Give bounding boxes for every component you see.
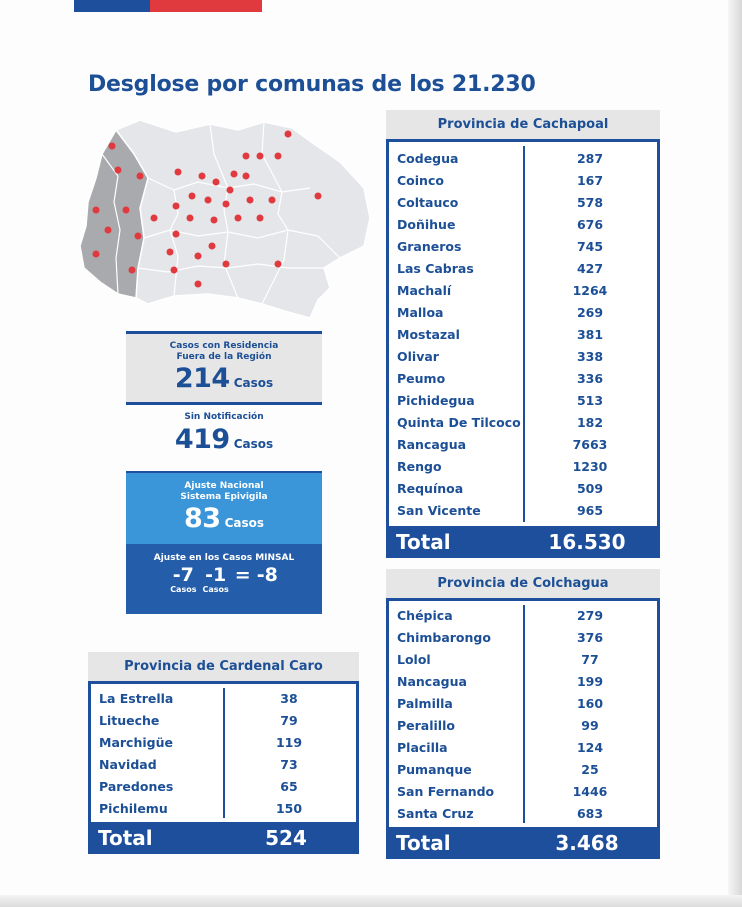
comuna-name: Mostazal: [397, 326, 460, 342]
residencia-panel: [126, 331, 322, 405]
comuna-name: La Estrella: [99, 690, 174, 706]
comuna-cases: 745: [576, 238, 604, 254]
comuna-cases: 199: [576, 673, 604, 689]
ajuste-minsal-panel: [126, 544, 322, 614]
comuna-name: Pumanque: [397, 761, 472, 777]
comuna-cases: 279: [576, 607, 604, 623]
comuna-cases: 578: [576, 194, 604, 210]
sin-notificacion-unit: Casos: [233, 437, 274, 451]
sin-notificacion-value: 419: [174, 424, 230, 455]
ajuste-minsal-equals: =: [234, 564, 251, 586]
comuna-name: Paredones: [99, 778, 174, 794]
comuna-name: Lolol: [397, 651, 431, 667]
total-label: Total: [396, 831, 451, 855]
page-title: Desglose por comunas de los 21.230: [88, 72, 536, 97]
provincia-cachapoal-total: [386, 526, 660, 558]
comuna-name: Machalí: [397, 282, 452, 298]
ajuste-minsal-equation: [126, 565, 322, 594]
comuna-cases: 269: [576, 304, 604, 320]
comuna-cases: 65: [280, 778, 298, 794]
ajuste-nacional-unit: Casos: [224, 516, 264, 530]
ajuste-minsal-b-value: -1: [205, 564, 227, 586]
comuna-cases: 79: [280, 712, 298, 728]
comuna-name: Malloa: [397, 304, 444, 320]
ajuste-minsal-b-unit: Casos: [202, 585, 229, 594]
provincia-colchagua-total: [386, 827, 660, 859]
comuna-name: Santa Cruz: [397, 805, 474, 821]
comuna-name: Coinco: [397, 172, 444, 188]
ajuste-minsal-a: [170, 565, 196, 594]
comuna-cases: 287: [576, 150, 604, 166]
provincia-cardenal-caro-table: [88, 652, 359, 854]
provincia-cachapoal-table: [386, 110, 660, 558]
total-value: 3.468: [555, 831, 619, 855]
ajuste-nacional-panel: [126, 471, 322, 544]
comuna-name: Palmilla: [397, 695, 453, 711]
comuna-cases: 513: [576, 392, 604, 408]
comuna-cases: 150: [275, 800, 303, 816]
ajuste-minsal-result: -8: [256, 564, 278, 586]
residencia-unit: Casos: [233, 376, 274, 390]
sin-notificacion-label: Sin Notificación: [184, 412, 264, 422]
comuna-name: Peralillo: [397, 717, 455, 733]
comuna-name: Marchigüe: [99, 734, 173, 750]
total-value: 16.530: [548, 530, 626, 554]
comuna-cases: 381: [576, 326, 604, 342]
comuna-cases: 160: [576, 695, 604, 711]
ajuste-minsal-a-unit: Casos: [170, 585, 197, 594]
comuna-cases: 167: [576, 172, 604, 188]
comuna-name: Chépica: [397, 607, 453, 623]
comuna-cases: 376: [576, 629, 604, 645]
page-edge-shadow: [728, 0, 742, 907]
comuna-name: Peumo: [397, 370, 446, 386]
comuna-name: San Vicente: [397, 502, 481, 518]
flag-stripe-red: [150, 0, 262, 12]
comuna-name: Graneros: [397, 238, 462, 254]
provincia-cardenal-caro-title: Provincia de Cardenal Caro: [88, 652, 359, 684]
ajuste-nacional-label-1: Ajuste Nacional: [184, 481, 264, 491]
comuna-cases: 119: [275, 734, 303, 750]
comuna-name: Nancagua: [397, 673, 467, 689]
sin-notificacion-panel: [126, 412, 322, 455]
comuna-cases: 1230: [572, 458, 608, 474]
comuna-cases: 1264: [572, 282, 608, 298]
comuna-cases: 683: [576, 805, 604, 821]
residencia-label-2: Fuera de la Región: [176, 352, 272, 362]
comuna-name: Codegua: [397, 150, 459, 166]
comuna-cases: 338: [576, 348, 604, 364]
total-value: 524: [265, 826, 307, 850]
comuna-cases: 336: [576, 370, 604, 386]
residencia-value: 214: [174, 363, 230, 394]
ajuste-minsal-label: Ajuste en los Casos MINSAL: [153, 553, 295, 563]
ajuste-nacional-label-2: Sistema Epivigila: [180, 492, 268, 502]
ajuste-minsal-a-value: -7: [172, 564, 194, 586]
provincia-colchagua-body: [386, 601, 660, 827]
column-divider: [523, 146, 525, 522]
comuna-name: Las Cabras: [397, 260, 474, 276]
sin-notificacion-value-line: [126, 424, 322, 455]
total-label: Total: [396, 530, 451, 554]
comuna-cases: 99: [581, 717, 599, 733]
comuna-name: Requínoa: [397, 480, 464, 496]
comuna-name: Coltauco: [397, 194, 459, 210]
comuna-cases: 182: [576, 414, 604, 430]
column-divider: [523, 605, 525, 823]
provincia-colchagua-table: [386, 569, 660, 859]
comuna-name: San Fernando: [397, 783, 495, 799]
comuna-name: Chimbarongo: [397, 629, 491, 645]
comuna-name: Placilla: [397, 739, 448, 755]
flag-stripe-blue: [74, 0, 150, 12]
comuna-name: Doñihue: [397, 216, 456, 232]
comuna-cases: 7663: [572, 436, 608, 452]
region-map: [78, 118, 374, 328]
comuna-name: Rancagua: [397, 436, 467, 452]
comuna-name: Pichilemu: [99, 800, 168, 816]
comuna-name: Quinta De Tilcoco: [397, 414, 521, 430]
provincia-cachapoal-body: [386, 142, 660, 526]
comuna-name: Olivar: [397, 348, 439, 364]
total-label: Total: [98, 826, 153, 850]
comuna-cases: 1446: [572, 783, 608, 799]
column-divider: [223, 688, 225, 818]
comuna-cases: 25: [581, 761, 599, 777]
comuna-cases: 509: [576, 480, 604, 496]
comuna-cases: 427: [576, 260, 604, 276]
provincia-colchagua-title: Provincia de Colchagua: [386, 569, 660, 601]
provincia-cardenal-caro-total: [88, 822, 359, 854]
residencia-label-1: Casos con Residencia: [169, 341, 279, 351]
comuna-cases: 77: [581, 651, 599, 667]
page-bottom-shadow: [0, 895, 742, 907]
comuna-cases: 73: [280, 756, 298, 772]
comuna-cases: 965: [576, 502, 604, 518]
provincia-cardenal-caro-body: [88, 684, 359, 822]
comuna-cases: 676: [576, 216, 604, 232]
comuna-cases: 124: [576, 739, 604, 755]
residencia-value-line: [126, 363, 322, 394]
ajuste-nacional-value-line: [126, 503, 322, 534]
ajuste-minsal-b: [202, 565, 228, 594]
provincia-cachapoal-title: Provincia de Cachapoal: [386, 110, 660, 142]
comuna-cases: 38: [280, 690, 298, 706]
comuna-name: Rengo: [397, 458, 442, 474]
comuna-name: Navidad: [99, 756, 157, 772]
comuna-name: Litueche: [99, 712, 160, 728]
ajuste-nacional-value: 83: [183, 503, 221, 534]
comuna-name: Pichidegua: [397, 392, 475, 408]
